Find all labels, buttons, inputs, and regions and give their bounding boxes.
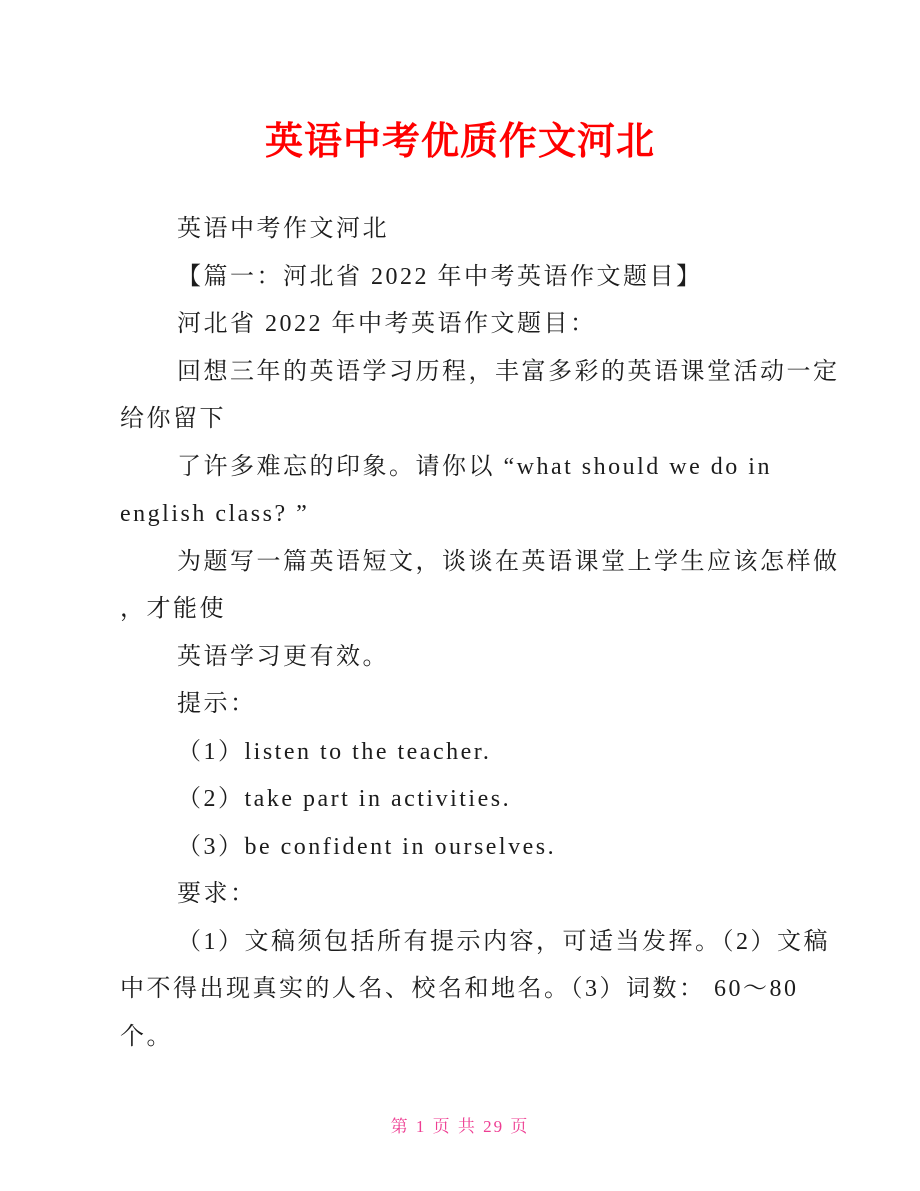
document-title: 英语中考优质作文河北 xyxy=(264,121,655,163)
body-line: 提示： xyxy=(177,691,257,717)
body-line: 河北省 2022 年中考英语作文题目： xyxy=(177,311,597,337)
body-line: 个。 xyxy=(120,1023,173,1050)
body-line: （2）take part in activities. xyxy=(177,786,512,812)
body-line: ，才能使 xyxy=(120,596,226,622)
body-line: （3）be confident in ourselves. xyxy=(177,833,557,860)
body-line: （1）listen to the teacher. xyxy=(177,738,492,765)
body-line: 回想三年的英语学习历程，丰富多彩的英语课堂活动一定 xyxy=(177,358,840,385)
body-line: 了许多难忘的印象。请你以 “what should we do in xyxy=(177,453,772,480)
body-line: 为题写一篇英语短文，谈谈在英语课堂上学生应该怎样做 xyxy=(177,548,840,575)
body-line: 要求： xyxy=(177,881,257,907)
body-line: 英语中考作文河北 xyxy=(177,216,389,242)
page-number-footer: 第 1 页 共 29 页 xyxy=(390,1117,530,1136)
body-line: （1）文稿须包括所有提示内容，可适当发挥。（2）文稿 xyxy=(177,928,830,955)
document-body xyxy=(120,206,840,1061)
body-line: 给你留下 xyxy=(120,406,226,432)
body-line: 中不得出现真实的人名、校名和地名。（3）词数： 60～80 xyxy=(120,976,799,1002)
body-line: english class? ” xyxy=(120,501,310,527)
body-line: 【篇一：河北省 2022 年中考英语作文题目】 xyxy=(177,263,703,290)
body-line: 英语学习更有效。 xyxy=(177,643,389,670)
